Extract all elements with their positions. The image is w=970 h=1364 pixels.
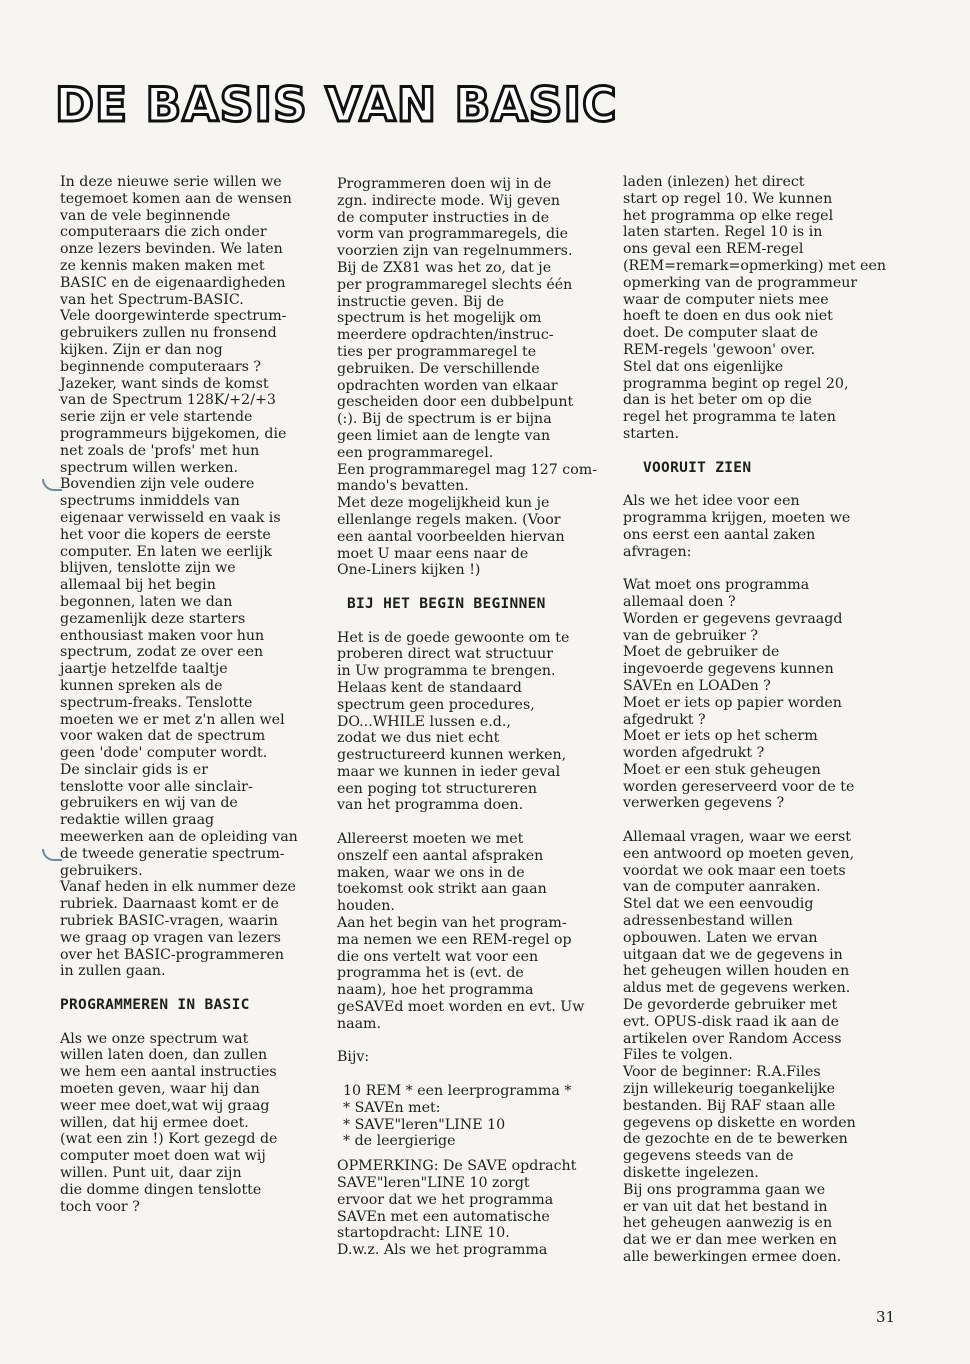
text-line: allemaal doen ? [623,593,736,610]
text-line: regel het programma te laten [623,409,836,426]
text-line: beginnende computeraars ? [60,358,262,375]
text-line: verwerken gegevens ? [623,795,785,812]
text-line: instructie geven. Bij de [337,293,505,310]
text-line: onze lezers bevinden. We laten [60,241,283,258]
text-line: geSAVEd moet worden en evt. Uw [337,999,585,1016]
text-line: uitgaan dat we de gegevens in [623,946,843,963]
text-line: geen limiet aan de lengte van [337,427,551,444]
text-line: (REM=remark=opmerking) met een [623,257,886,274]
text-line: artikelen over Random Access [623,1030,842,1047]
text-line: programma begint op regel 20, [623,375,849,392]
text-line: voordat we ook maar een toets [623,862,846,879]
page-number: 31 [876,1308,896,1326]
text-line: Bij ons programma gaan we [623,1181,826,1198]
text-line: er van uit dat het bestand in [623,1198,828,1215]
text-line: gebruikers zullen nu fronsend [60,325,277,342]
text-line: proberen direct wat structuur [337,646,554,663]
text-line: serie zijn er vele startende [60,409,253,426]
text-line: aldus met de gegevens werken. [623,980,851,997]
text-line: rubriek BASIC-vragen, waarin [60,913,278,930]
text-line: Moet er iets op papier worden [623,694,842,711]
text-line: kunnen spreken als de [60,677,223,694]
text-line: maken, waar we ons in de [337,864,525,881]
text-line: spectrum willen werken. [60,459,239,476]
text-line: toch voor ? [60,1198,140,1215]
text-line: willen. Punt uit, daar zijn [60,1165,242,1182]
margin-mark [42,849,62,861]
text-line: houden. [337,898,395,915]
text-line: dat we er dan mee werken en [623,1232,837,1249]
text-line: programmeurs bijgekomen, die [60,425,287,442]
text-line: de gezochte en de te bewerken [623,1131,848,1148]
text-line: moeten we er met z'n allen wel [60,711,285,728]
text-line: we hem een aantal instructies [60,1064,277,1081]
text-line: die domme dingen tenslotte [60,1181,262,1198]
text-line: moeten geven, waar hij dan [60,1081,260,1098]
text-line: Met deze mogelijkheid kun je [337,495,550,512]
text-line: waar de computer niets mee [623,291,829,308]
text-line: willen laten doen, dan zullen [60,1047,268,1064]
text-line: we graag op vragen van lezers [60,929,281,946]
text-line: computer moet doen wat wij [60,1148,266,1165]
text-line: hoeft te doen en dus ook niet [623,308,833,325]
text-line: net zoals de 'profs' met hun [60,442,260,459]
text-line: die ons vertelt wat voor een [337,948,539,965]
text-line: Files te volgen. [623,1047,733,1064]
text-line: spectrum-freaks. Tenslotte [60,694,253,711]
text-line: gezamenlijk deze starters [60,610,246,627]
text-line: Moet de gebruiker de [623,644,780,661]
text-line: Bovendien zijn vele oudere [60,476,255,493]
text-line: opdrachten worden van elkaar [337,377,558,394]
text-line: spectrum is het mogelijk om [337,310,542,327]
text-line: rubriek. Daarnaast komt er de [60,896,279,913]
text-line: Stel dat ons eigenlijke [623,358,784,375]
text-line: mando's bevatten. [337,478,469,495]
text-line: De sinclair gids is er [60,761,209,778]
bijv-label: Bijv: [337,1049,370,1066]
text-line: allemaal bij het begin [60,577,216,594]
idee-text [623,493,923,560]
text-line: geen 'dode' computer wordt. [60,745,268,762]
text-line: laten starten. Regel 10 is in [623,224,823,241]
heading-programmeren: PROGRAMMEREN IN BASIC [60,997,250,1014]
text-line: Een programmaregel mag 127 com- [337,461,598,478]
text-line: naam), hoe het programma [337,982,534,999]
text-line: voor waken dat de spectrum [60,728,266,745]
text-line: ellenlange regels maken. (Voor [337,511,561,528]
margin-mark [42,479,62,491]
text-line: Voor de beginner: R.A.Files [623,1064,821,1081]
text-line: dan is het beter om op die [623,392,812,409]
text-line: ties per programmaregel te [337,343,537,360]
text-line: het geheugen willen houden en [623,963,850,980]
text-line: enthousiast maken voor hun [60,627,265,644]
text-line: alle bewerkingen ermee doen. [623,1249,842,1265]
text-line: van het programma doen. [337,797,524,814]
heading-bij-het-begin: BIJ HET BEGIN BEGINNEN [347,595,546,612]
text-line: voorzien zijn van regelnummers. [337,243,573,260]
text-line: starten. [623,425,679,442]
text-line: gescheiden door een dubbelpunt [337,394,574,411]
structuur-text [337,630,615,815]
text-line: Worden er gegevens gevraagd [623,610,843,627]
text-line: blijven, tenslotte zijn we [60,560,236,577]
article-title: DE BASIS VAN BASIC [55,78,618,133]
text-line: onszelf een aantal afspraken [337,847,544,864]
text-line: programma het is (evt. de [337,965,524,982]
text-line: opbouwen. Laten we ervan [623,929,818,946]
column-3 [623,174,923,1266]
text-line: worden gereserveerd voor de te [623,778,855,795]
text-line: kijken. Zijn er dan nog [60,341,223,358]
text-line: Vanaf heden in elk nummer deze [60,879,296,896]
text-line: adressenbestand willen [623,913,793,930]
text-line: van de gebruiker ? [623,627,759,644]
text-line: programma krijgen, moeten we [623,509,851,526]
text-line: Bij de ZX81 was het zo, dat je [337,259,552,276]
text-line: gebruikers en wij van de [60,795,238,812]
text-line: meewerken aan de opleiding van [60,829,298,846]
text-line: 10 REM * een leerprogramma * [343,1083,572,1100]
text-line: Aan het begin van het program- [337,915,567,932]
text-line: ons eerst een aantal zaken [623,526,816,543]
programmeren-text [60,1031,328,1216]
text-line: gebruikers. [60,862,143,879]
text-line: weer mee doet,wat wij graag [60,1097,270,1114]
text-line: de tweede generatie spectrum- [60,845,285,862]
text-line: Als we onze spectrum wat [60,1030,249,1047]
text-line: in zullen gaan. [60,963,166,980]
text-line: De gevorderde gebruiker met [623,997,838,1014]
text-line: van de computer aanraken. [623,879,821,896]
text-line: One-Liners kijken !) [337,562,481,579]
code-example [337,1083,615,1150]
opmerking-text [337,1158,615,1259]
text-line: zijn willekeurig toegankelijke [623,1081,836,1098]
text-line: zgn. indirecte mode. Wij geven [337,192,561,209]
text-line: Moet er een stuk geheugen [623,761,821,778]
text-line: startopdracht: LINE 10. [337,1225,510,1242]
text-line: het geheugen aanwezig is en [623,1215,833,1232]
text-line: het voor die kopers de eerste [60,526,271,543]
text-line: doet. De computer slaat de [623,325,818,342]
text-line: jaartje hetzelfde taaltje [60,661,228,678]
text-line: Stel dat we een eenvoudig [623,896,814,913]
text-line: Programmeren doen wij in de [337,176,552,192]
text-line: naam. [337,1015,382,1032]
text-line: de computer instructies in de [337,209,550,226]
text-line: afgedrukt ? [623,711,706,728]
text-line: BASIC en de eigenaardigheden [60,274,286,291]
text-line: Als we het idee voor een [623,493,800,510]
text-line: (:). Bij de spectrum is er bijna [337,411,552,428]
vragen-list [623,577,923,812]
text-line: Moet er iets op het scherm [623,728,818,745]
text-line: spectrums inmiddels van [60,493,240,510]
text-line: ons geval een REM-regel [623,241,804,258]
text-line: afvragen: [623,543,692,560]
text-line: van de Spectrum 128K/+2/+3 [60,392,276,409]
text-line: gebruiken. De verschillende [337,360,540,377]
text-line: een programmaregel. [337,444,494,461]
indirect-mode-text [337,176,615,579]
text-line: tenslotte voor alle sinclair- [60,778,253,795]
text-line: REM-regels 'gewoon' over. [623,341,816,358]
text-line: Het is de goede gewoonte om te [337,629,570,646]
heading-vooruit-zien: VOORUIT ZIEN [643,459,752,476]
text-line: Allereerst moeten we met [337,831,524,848]
text-line: * de leergierige [343,1133,456,1150]
text-line: SAVEn met een automatische [337,1208,550,1225]
afspraken-text [337,831,615,1033]
text-line: over het BASIC-programmeren [60,946,284,963]
rem-text [623,174,923,443]
text-line: worden afgedrukt ? [623,745,765,762]
text-line: computer. En laten we eerlijk [60,543,272,560]
text-line: per programmaregel slechts één [337,276,573,293]
text-line: zodat we dus niet echt [337,730,500,747]
text-line: het programma op elke regel [623,207,834,224]
text-line: D.w.z. Als we het programma [337,1242,548,1259]
text-line: meerdere opdrachten/instruc- [337,327,554,344]
text-line: bestanden. Bij RAF staan alle [623,1097,836,1114]
text-line: toekomst ook strikt aan gaan [337,881,547,898]
text-line: Vele doorgewinterde spectrum- [60,308,287,325]
text-line: begonnen, laten we dan [60,593,233,610]
text-line: gegevens op diskette en worden [623,1114,856,1131]
text-line: In deze nieuwe serie willen we [60,174,282,190]
text-line: gestructureerd kunnen werken, [337,747,567,764]
text-line: (wat een zin !) Kort gezegd de [60,1131,278,1148]
text-line: spectrum geen procedures, [337,696,535,713]
column-2 [337,176,615,1259]
text-line: vorm van programmaregels, die [337,226,569,243]
text-line: tegemoet komen aan de wensen [60,190,292,207]
text-line: start op regel 10. We kunnen [623,190,833,207]
text-line: Allemaal vragen, waar we eerst [623,829,851,846]
text-line: een poging tot structureren [337,780,538,797]
text-line: maar we kunnen in ieder geval [337,763,561,780]
text-line: laden (inlezen) het direct [623,174,805,190]
text-line: van het Spectrum-BASIC. [60,291,244,308]
text-line: * SAVE"leren"LINE 10 [343,1116,506,1133]
text-line: van de vele beginnende [60,207,231,224]
adressenbestand-text [623,829,923,1266]
text-line: redaktie willen graag [60,812,215,829]
column-1 [60,174,328,1215]
text-line: diskette ingelezen. [623,1165,759,1182]
text-line: in Uw programma te brengen. [337,663,556,680]
text-line: opmerking van de programmeur [623,274,858,291]
text-line: gegevens steeds van de [623,1148,794,1165]
intro-text [60,174,328,980]
text-line: Helaas kent de standaard [337,679,522,696]
text-line: Wat moet ons programma [623,577,810,594]
text-line: SAVEn en LOADen ? [623,677,771,694]
text-line: ervoor dat we het programma [337,1191,554,1208]
text-line: computeraars die zich onder [60,224,267,241]
text-line: spectrum, zodat ze over een [60,644,264,661]
text-line: evt. OPUS-disk raad ik aan de [623,1013,840,1030]
text-line: SAVE"leren"LINE 10 zorgt [337,1175,530,1192]
text-line: DO...WHILE lussen e.d., [337,713,511,730]
text-line: eigenaar verwisseld en vaak is [60,509,281,526]
text-line: ze kennis maken maken met [60,257,265,274]
text-line: willen, dat hij ermee doet. [60,1114,249,1131]
text-line: moet U maar eens naar de [337,545,529,562]
text-line: een aantal voorbeelden hiervan [337,528,565,545]
text-line: een antwoord op moeten geven, [623,845,855,862]
text-line: * SAVEn met: [343,1099,441,1116]
text-line: ingevoerde gegevens kunnen [623,661,834,678]
text-line: Jazeker, want sinds de komst [60,375,269,392]
text-line: OPMERKING: De SAVE opdracht [337,1158,577,1175]
text-line: ma nemen we een REM-regel op [337,931,572,948]
